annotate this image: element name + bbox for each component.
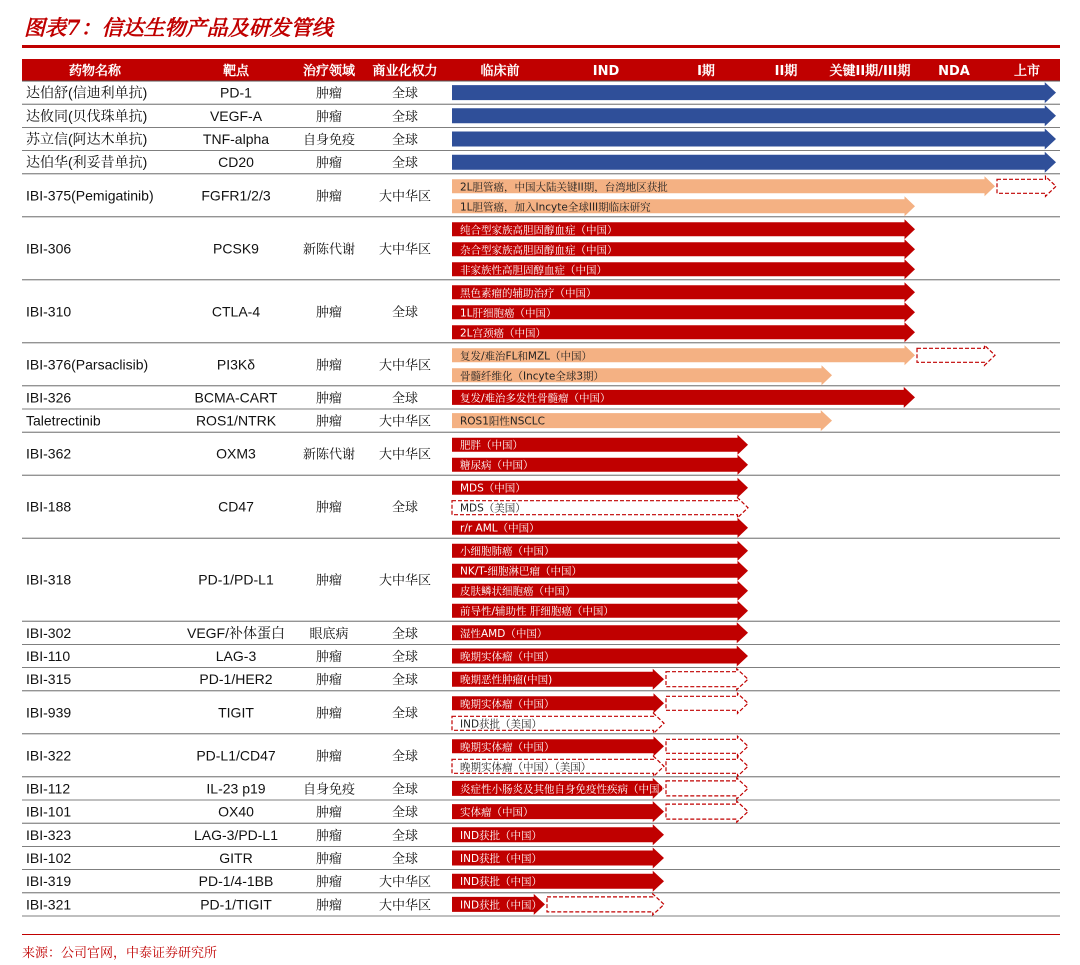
target-cell: PD-1/PD-L1: [198, 571, 274, 588]
bar-label: IND获批（中国）: [460, 853, 543, 865]
drug-name: IBI-315: [26, 671, 72, 688]
drug-name: 达伯华(利妥昔单抗): [26, 154, 148, 171]
bar-label: 糖尿病（中国）: [460, 459, 534, 472]
drug-name: IBI-376(Parsaclisib): [26, 356, 149, 373]
bar-label: IND获批（美国）: [460, 718, 543, 731]
source-note: 来源：公司官网，中泰证券研究所: [22, 946, 218, 961]
pipeline-bar-extension: [666, 669, 748, 690]
drug-name: IBI-112: [26, 780, 71, 797]
bar-label: 晚期实体瘤（中国）: [460, 651, 555, 663]
header-cell: 关键II期/III期: [829, 64, 911, 79]
target-cell: OX40: [218, 803, 254, 820]
bar-label: 肥胖（中国）: [460, 439, 523, 452]
drug-name: IBI-310: [26, 303, 72, 320]
pipeline-bar-extension: [666, 756, 748, 776]
footer-rule: [22, 934, 1060, 935]
area-cell: 肿瘤: [315, 358, 343, 374]
drug-name: IBI-318: [26, 571, 72, 588]
drug-name: IBI-302: [26, 624, 72, 641]
rights-cell: 全球: [391, 109, 419, 125]
target-cell: PD-1: [220, 84, 252, 101]
rights-cell: 全球: [391, 749, 419, 765]
drug-name: IBI-939: [26, 704, 72, 721]
bar-label: 杂合型家族高胆固醇血症（中国）: [460, 244, 618, 257]
rights-cell: 全球: [391, 828, 419, 844]
rights-cell: 全球: [391, 391, 419, 407]
area-cell: 肿瘤: [315, 650, 343, 665]
area-cell: 肿瘤: [315, 875, 343, 891]
area-cell: 肿瘤: [315, 852, 343, 867]
area-cell: 肿瘤: [315, 500, 343, 516]
area-cell: 眼底病: [309, 626, 349, 642]
bar-label: IND获批（中国）: [460, 876, 543, 889]
area-cell: 自身免疫: [302, 782, 356, 798]
rights-cell: 大中华区: [378, 358, 432, 374]
rights-cell: 大中华区: [378, 898, 432, 914]
drug-name: 达攸同(贝伐珠单抗): [26, 107, 148, 124]
rights-cell: 全球: [391, 650, 419, 665]
pipeline-bar: [452, 82, 1056, 103]
target-cell: PD-1/HER2: [199, 671, 273, 688]
bar-label: 复发/难治FL和MZL（中国）: [460, 350, 593, 363]
bar-label: 黑色素瘤的辅助治疗（中国）: [460, 287, 597, 300]
target-cell: OXM3: [216, 445, 256, 462]
area-cell: 肿瘤: [315, 189, 343, 205]
bar-label: NK/T-细胞淋巴瘤（中国）: [460, 565, 583, 578]
rights-cell: 全球: [391, 626, 419, 642]
header-cell: II期: [774, 64, 798, 79]
rights-cell: 大中华区: [378, 189, 432, 205]
target-cell: IL-23 p19: [206, 780, 266, 797]
drug-name: IBI-321: [26, 896, 72, 913]
bar-label: 1L肝细胞癌（中国）: [460, 307, 557, 320]
target-cell: CD47: [218, 498, 254, 515]
rights-cell: 全球: [391, 133, 419, 148]
header-cell: I期: [697, 64, 715, 79]
rights-cell: 全球: [391, 852, 419, 867]
header-cell: 靶点: [222, 64, 250, 79]
header-cell: 临床前: [480, 64, 520, 79]
rights-cell: 全球: [391, 156, 419, 172]
target-cell: PD-1/TIGIT: [200, 896, 272, 913]
bar-label: MDS（美国）: [460, 502, 526, 515]
drug-name: IBI-362: [26, 445, 72, 462]
bar-label: 湿性AMD（中国）: [460, 627, 548, 640]
area-cell: 自身免疫: [302, 133, 356, 148]
area-cell: 肿瘤: [315, 414, 343, 430]
bar-label: IND获批（中国）: [460, 829, 543, 842]
pipeline-bar-extension: [666, 778, 748, 799]
header-cell: 治疗领域: [302, 64, 356, 79]
rights-cell: 大中华区: [378, 414, 432, 430]
area-cell: 新陈代谢: [302, 447, 356, 463]
rights-cell: 大中华区: [378, 447, 432, 463]
pipeline-bar-extension: [666, 736, 748, 756]
target-cell: PCSK9: [213, 240, 259, 257]
target-cell: PI3Kδ: [216, 356, 256, 373]
pipeline-bar-extension: [666, 801, 748, 822]
drug-name: 达伯舒(信迪利单抗): [26, 84, 148, 101]
drug-name: IBI-319: [26, 873, 72, 890]
bar-label: 1L胆管癌，加入Incyte全球III期临床研究: [460, 201, 651, 214]
bar-label: 骨髓纤维化（Incyte全球3期）: [460, 370, 604, 383]
area-cell: 肿瘤: [315, 673, 343, 689]
drug-name: IBI-323: [26, 826, 72, 843]
bar-label: 晚期恶性肿瘤(中国): [460, 674, 553, 687]
rights-cell: 全球: [391, 805, 419, 821]
rights-cell: 大中华区: [378, 242, 432, 258]
rights-cell: 全球: [391, 305, 419, 321]
pipeline-bar-extension: [547, 894, 664, 915]
area-cell: 肿瘤: [315, 156, 343, 172]
bar-label: 晚期实体瘤（中国）（美国）: [460, 761, 592, 774]
bar-label: 炎症性小肠炎及其他自身免疫性疾病（中国）: [460, 783, 670, 796]
drug-name: IBI-306: [26, 240, 72, 257]
drug-name: IBI-322: [26, 747, 72, 764]
drug-name: IBI-101: [26, 803, 72, 820]
bar-label: 2L宫颈癌（中国）: [460, 327, 547, 340]
target-cell: TIGIT: [218, 704, 254, 721]
bar-label: 非家族性高胆固醇血症（中国）: [460, 264, 607, 277]
bar-label: 实体瘤（中国）: [460, 806, 534, 819]
pipeline-bar: [452, 105, 1056, 126]
target-cell: TNF-alpha: [202, 131, 270, 147]
area-cell: 肿瘤: [315, 706, 343, 722]
header-cell: 商业化权力: [372, 64, 438, 79]
drug-name: Taletrectinib: [26, 412, 101, 429]
page-title: 图表7：信达生物产品及研发管线: [24, 15, 333, 40]
pipeline-bar-extension: [917, 345, 995, 365]
pipeline-bar: [452, 152, 1056, 173]
target-cell: LAG-3: [215, 648, 257, 664]
bar-label: 纯合型家族高胆固醇血症（中国）: [460, 224, 618, 237]
drug-name: IBI-326: [26, 389, 72, 406]
header-cell: NDA: [938, 64, 970, 79]
area-cell: 肿瘤: [315, 805, 343, 821]
bar-label: 晚期实体瘤（中国）: [460, 698, 555, 711]
bar-label: ROS1阳性NSCLC: [460, 415, 545, 428]
pipeline-bar: [452, 129, 1056, 150]
target-cell: ROS1/NTRK: [195, 412, 277, 429]
target-cell: CTLA-4: [211, 303, 261, 320]
area-cell: 肿瘤: [315, 898, 343, 914]
area-cell: 肿瘤: [315, 749, 343, 765]
bar-label: MDS（中国）: [460, 482, 526, 495]
target-cell: CD20: [218, 154, 254, 171]
pipeline-bar-extension: [997, 176, 1056, 196]
target-cell: FGFR1/2/3: [201, 187, 271, 204]
target-cell: GITR: [219, 850, 253, 866]
drug-name: 苏立信(阿达木单抗): [26, 131, 148, 147]
area-cell: 肿瘤: [315, 86, 343, 102]
rights-cell: 全球: [391, 782, 419, 798]
target-cell: BCMA-CART: [194, 389, 278, 406]
header-cell: 药物名称: [68, 64, 122, 79]
drug-name: IBI-375(Pemigatinib): [26, 187, 154, 204]
bar-label: 小细胞肺癌（中国）: [460, 545, 555, 558]
bar-label: 晚期实体瘤（中国）: [460, 741, 555, 754]
header-cell: IND: [592, 64, 620, 79]
rights-cell: 全球: [391, 86, 419, 102]
rights-cell: 大中华区: [378, 573, 432, 589]
bar-label: 2L胆管癌，中国大陆关键II期，台湾地区获批: [460, 181, 668, 194]
target-cell: PD-1/4-1BB: [198, 873, 274, 890]
bar-label: IND获批（中国）: [460, 899, 543, 912]
area-cell: 新陈代谢: [302, 242, 356, 258]
area-cell: 肿瘤: [315, 391, 343, 407]
bar-label: r/r AML（中国）: [460, 522, 540, 535]
bar-label: 复发/难治多发性骨髓瘤（中国）: [460, 392, 611, 405]
rights-cell: 全球: [391, 706, 419, 722]
target-cell: PD-L1/CD47: [196, 747, 276, 764]
area-cell: 肿瘤: [315, 573, 343, 589]
target-cell: VEGF/补体蛋白: [186, 624, 286, 641]
rights-cell: 全球: [391, 673, 419, 689]
area-cell: 肿瘤: [315, 828, 343, 844]
header-cell: 上市: [1013, 64, 1041, 79]
rights-cell: 大中华区: [378, 875, 432, 891]
drug-name: IBI-102: [26, 850, 72, 866]
bar-label: 前导性/辅助性 肝细胞癌（中国）: [460, 605, 614, 618]
target-cell: LAG-3/PD-L1: [193, 826, 279, 843]
pipeline-bar-extension: [666, 693, 748, 713]
area-cell: 肿瘤: [315, 305, 343, 321]
rights-cell: 全球: [391, 500, 419, 516]
drug-name: IBI-110: [26, 648, 71, 664]
area-cell: 肿瘤: [315, 109, 343, 125]
bar-label: 皮肤鳞状细胞癌（中国）: [460, 585, 576, 598]
drug-name: IBI-188: [26, 498, 72, 515]
target-cell: VEGF-A: [209, 107, 263, 124]
